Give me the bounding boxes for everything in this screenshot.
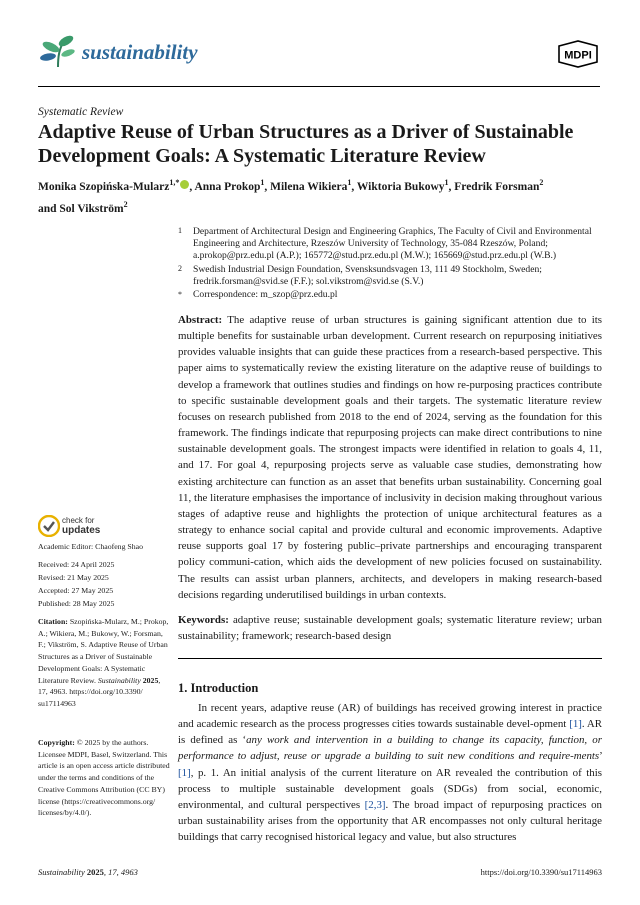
citation-text: Szopińska-Mularz, M.; Prokop, A.; Wikiera, M.; Bukowy, W.; Forsman, F.; Vikström, S. Adaptive Reuse of Urban Structures as a Driver of Sustainable Development Goals: A Systematic Literature Review. xyxy=(38,617,169,685)
correspondence-text: Correspondence: m_szop@prz.edu.pl xyxy=(193,289,338,300)
author-name[interactable]: and Sol Vikström xyxy=(38,202,124,215)
citation-journal: Sustainability xyxy=(97,675,141,685)
author-separator: , xyxy=(448,180,455,193)
author-separator: , xyxy=(264,180,271,193)
author-affiliation-marker: 1 xyxy=(347,178,352,187)
keywords-text: adaptive reuse; sustainable development goals; systematic literature review; urban sustainability; framework; research-based design xyxy=(178,614,602,643)
mdpi-logo-icon xyxy=(556,40,600,68)
copyright-text: © 2025 by the authors. Licensee MDPI, Basel, Switzerland. This article is an open access article distributed under the terms and conditions of the Creative Commons Attribution (CC BY) license (https://creativecommons.org/ licenses/by/4.0/). xyxy=(38,738,170,818)
article-title: Adaptive Reuse of Urban Structures as a Driver of Sustainable Development Goals: A Systematic Literature Review xyxy=(38,121,574,167)
citation-year: 2025 xyxy=(142,675,159,685)
affiliation-number: 2 xyxy=(178,264,182,273)
intro-text: . The broad impact of repurposing practices on urban sustainability arises from the opportunity that AR encompasses not only cultural heritage buildings that carry recognised historical legacy and value, but also structures xyxy=(178,798,602,844)
citation-link[interactable]: [2,3] xyxy=(364,798,386,811)
received-date: Received: 24 April 2025 xyxy=(38,560,115,569)
section-heading: 1. Introduction xyxy=(178,681,259,695)
author-list xyxy=(38,174,603,218)
journal-name: sustainability xyxy=(82,40,198,64)
citation-link[interactable]: [1] xyxy=(178,766,191,779)
article-type: Systematic Review xyxy=(38,106,124,118)
citation-block xyxy=(38,616,170,710)
orcid-icon[interactable] xyxy=(180,180,189,189)
definition-quote: any work and intervention in a building to change its capacity, function, or performance to adjust, reuse or upgrade a building to suit new conditions and require-ments xyxy=(178,734,602,763)
copyright-block xyxy=(38,737,170,819)
footer-year: 2025 xyxy=(86,867,104,877)
author-separator: , xyxy=(189,180,195,193)
author-affiliation-marker: 1 xyxy=(260,178,265,187)
author-affiliation-marker: 2 xyxy=(123,199,128,209)
author-name[interactable]: Anna Prokop xyxy=(194,180,261,193)
revised-date: Revised: 21 May 2025 xyxy=(38,573,109,582)
introduction-paragraph xyxy=(178,700,602,845)
citation-link[interactable]: [1] xyxy=(569,718,582,731)
author-name[interactable]: Fredrik Forsman xyxy=(454,180,540,193)
copyright-label: Copyright: xyxy=(38,738,75,747)
accepted-date: Accepted: 27 May 2025 xyxy=(38,586,114,595)
author-affiliation-marker: 1 xyxy=(444,178,449,187)
affiliation-text: Department of Architectural Design and Engineering Graphics, The Faculty of Civil and Environmental Engineering and Architecture, Rzeszów University of Technology, 35-084 Rzeszów, Poland; a.prokop@prz.edu.pl (A.P.); 165772@stud.prz.edu.pl (M.W.); 165669@stud.prz.edu.pl (W.B.) xyxy=(193,226,592,262)
keywords xyxy=(178,612,602,644)
journal-logo-icon xyxy=(38,33,78,69)
citation-doi[interactable]: , 17, 4963. https://doi.org/10.3390/ su17114963 xyxy=(38,675,161,708)
abstract-label: Abstract: xyxy=(178,314,223,326)
academic-editor: Academic Editor: Chaofeng Shao xyxy=(38,542,144,551)
intro-text: , p. 1. An initial analysis of the current literature on AR revealed the contribution of this process to multiple sustainable development goals (SDGs) from social, economic, environmental, and cultural perspectives xyxy=(178,766,602,811)
intro-text: ’ xyxy=(599,750,602,763)
intro-text: In recent years, adaptive reuse (AR) of buildings has received growing interest in practice and academic research as the process progresses cities towards sustainable devel-opment xyxy=(178,702,602,731)
author-name[interactable]: Monika Szopińska-Mularz xyxy=(38,180,170,193)
footer-journal: Sustainability xyxy=(38,867,85,877)
abstract-text: The adaptive reuse of urban structures is gaining significant attention due to its multiple benefits for sustainable urban development. Current research on repurposing initiatives provides valuable insights that can guide these practices from a research-based perspective. This paper aims to systematically review the existing literature on the adaptive reuse of buildings to develop a framework that outlines studies and findings on how re-purposing practices contribute to specific sustainable development goals and their targets. The systematic literature review focuses on research published from 2018 to the end of 2024, serving as the foundation for this framework. The findings indicate that repurposing projects can make direct contributions to nine sustainable development goals. The strongest impacts were identified in relation to goals 4, 11, and 17. For goal 4, repurposing projects serve as valuable case studies, demonstrating how existing architecture can function as an asset that benefits urban sustainability. Concerning goal 11, the literature emphasises the importance of inclusivity in decision making throughout various stages of adaptive reuse and highlights the protection of unique architectural features as a strategy to enhance social capital and provide cultural and economic improvements. Adaptive reuse supports goal 17 by fostering public–private partnerships and encouraging transparent policy communi-cation, which aids the development of new policies focused on sustainability. The results can assist urban planners, architects, and developers in making research-based decisions regarding underutilised buildings in urban contexts. xyxy=(178,314,602,601)
intro-text: . AR is defined as ‘ xyxy=(178,718,602,747)
published-date: Published: 28 May 2025 xyxy=(38,599,115,608)
affiliation-text: Swedish Industrial Design Foundation, Svensksundsvagen 13, 111 49 Stockholm, Sweden; fredrik.forsman@svid.se (F.F.); sol.vikstrom@svid.se (S.V.) xyxy=(193,264,542,288)
section-rule xyxy=(178,658,602,659)
footer-volume: , 17, 4963 xyxy=(103,867,138,877)
check-label[interactable]: check for xyxy=(62,516,95,525)
footer-citation xyxy=(38,867,138,877)
citation-label: Citation: xyxy=(38,617,68,626)
footer-doi[interactable]: https://doi.org/10.3390/su17114963 xyxy=(480,867,602,877)
updates-label[interactable]: updates xyxy=(62,525,101,536)
author-affiliation-marker: 2 xyxy=(539,178,544,187)
affiliation-number: 1 xyxy=(178,226,182,235)
publisher-name: MDPI xyxy=(564,49,592,62)
author-name[interactable]: Wiktoria Bukowy xyxy=(356,180,445,193)
header-rule xyxy=(38,86,600,87)
keywords-label: Keywords: xyxy=(178,614,229,626)
affiliation-number: * xyxy=(178,290,182,299)
author-affiliation-marker: 1,* xyxy=(169,178,180,187)
author-separator: , xyxy=(351,180,357,193)
check-for-updates-icon[interactable] xyxy=(38,515,60,537)
abstract xyxy=(178,312,602,603)
author-name[interactable]: Milena Wikiera xyxy=(270,180,348,193)
